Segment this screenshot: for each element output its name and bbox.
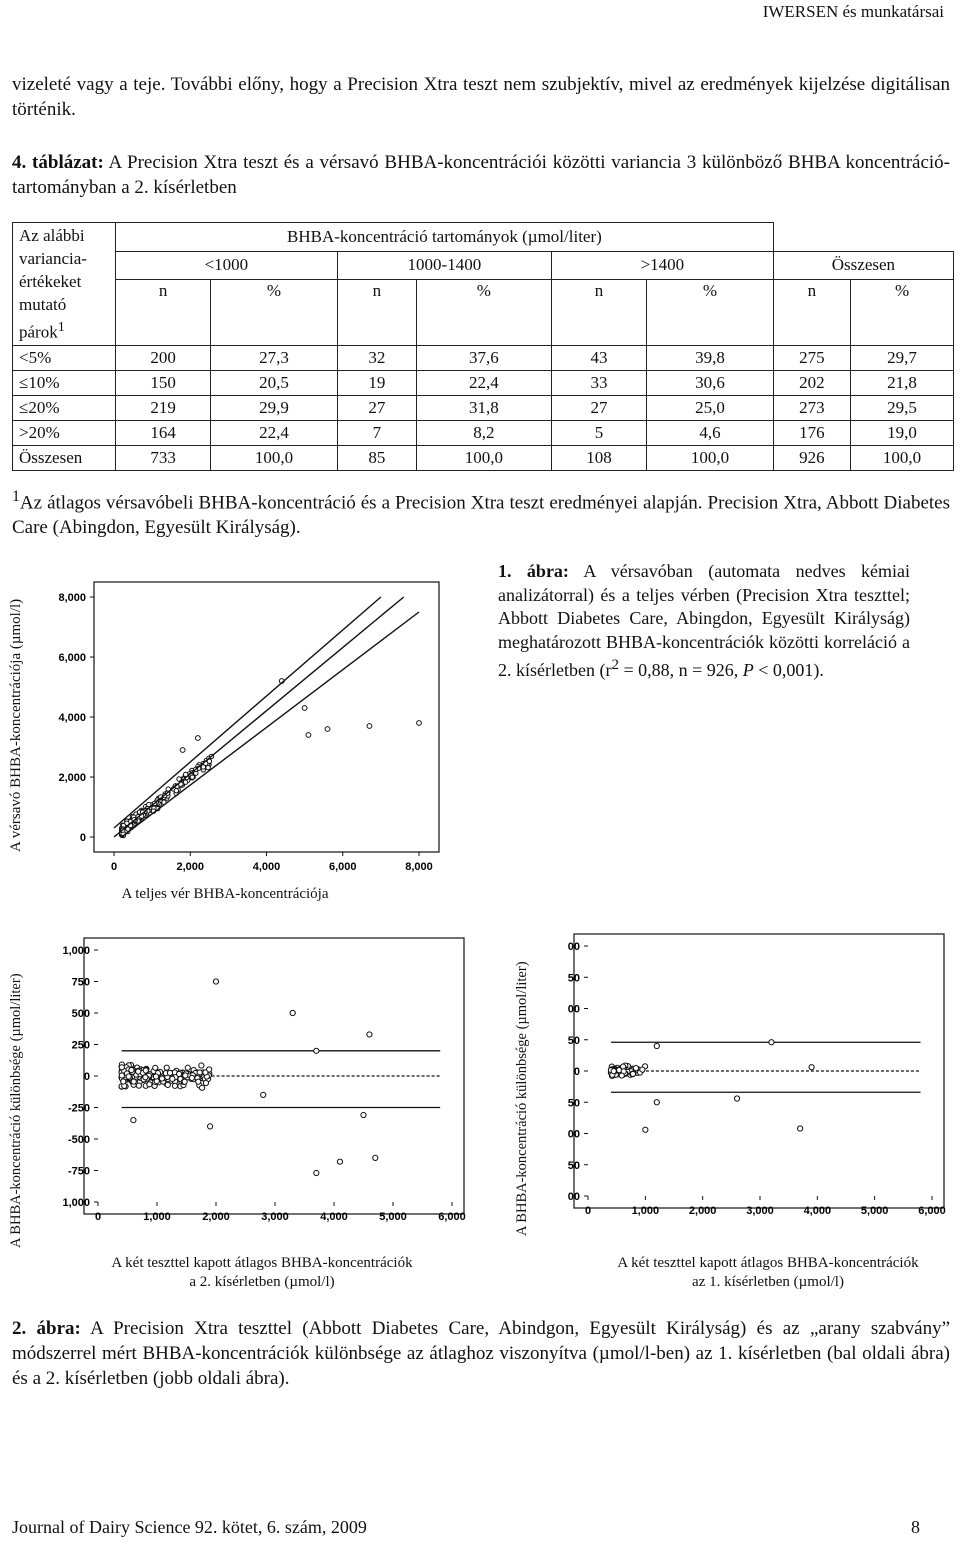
data-point [182, 1079, 187, 1084]
y-tick-label: 4,000 [58, 712, 86, 724]
data-point [153, 1074, 158, 1079]
x-tick-label: 3,000 [261, 1211, 289, 1223]
footer-journal: Journal of Dairy Science 92. kötet, 6. szám, 2009 [12, 1517, 367, 1537]
data-point [183, 780, 187, 784]
range-header: Összesen [773, 251, 953, 280]
x-tick-label: 0 [110, 861, 118, 873]
x-tick-label: 2,000 [176, 861, 205, 873]
table-cell: 27 [551, 395, 646, 420]
data-point [337, 1159, 342, 1164]
y-tick-label: 1,000 [62, 1197, 90, 1209]
table-cell: 29,9 [211, 395, 338, 420]
table-cell: 7 [337, 420, 416, 445]
fig2-right-xlabel [598, 1254, 938, 1292]
sub-header: % [211, 280, 338, 345]
data-point [183, 1073, 188, 1078]
table-cell: 22,4 [416, 370, 551, 395]
row-header-line: Az alábbi [19, 226, 85, 245]
table-row [13, 420, 954, 445]
data-point [417, 721, 422, 726]
table-cell: 19 [337, 370, 416, 395]
table-cell: 21,8 [851, 370, 954, 395]
fig2-caption-text: A Precision Xtra teszttel (Abbott Diabetes Care, Abindgon, Egyesült Királyság) és az „arany szabvány” módszerrel mért BHBA-koncentrációk különbsége az átlaghoz viszonyítva (µmol/l-ben) az 1. kísérletben (bal oldali ábra) és a 2. kísérletben (jobb oldali ábra). [12, 1318, 951, 1389]
row-header-sup: 1 [57, 319, 65, 335]
fig2-caption-label: 2. ábra: [12, 1318, 81, 1339]
fig1-caption-label: 1. ábra: [498, 561, 569, 581]
fig2-right-scatter [530, 926, 950, 1236]
data-point [143, 1068, 148, 1073]
table-cell: 150 [116, 370, 211, 395]
x-tick-label: 5,000 [379, 1211, 407, 1223]
data-point [126, 1074, 131, 1079]
data-point [119, 1065, 124, 1070]
data-point [633, 1066, 638, 1071]
table-cell: 4,6 [647, 420, 774, 445]
sub-header: % [647, 280, 774, 345]
data-point [159, 1076, 164, 1081]
table-caption [12, 150, 950, 200]
fig1-caption [498, 560, 910, 683]
data-point [213, 979, 218, 984]
data-point [306, 733, 311, 738]
data-point [643, 1127, 648, 1132]
x-tick-label: 6,000 [918, 1205, 946, 1217]
y-tick-label: 500 [71, 1008, 90, 1020]
data-point [196, 1079, 201, 1084]
fig2-left-xlabel-line: a 2. kísérletben (µmol/l) [189, 1274, 335, 1290]
x-tick-label: 6,000 [438, 1211, 466, 1223]
data-point [206, 765, 210, 769]
sub-header: n [551, 280, 646, 345]
sub-header: n [116, 280, 211, 345]
y-tick-label: -500 [67, 1134, 90, 1146]
data-point [174, 788, 178, 792]
group-header: BHBA-koncentráció tartományok (µmol/liter) [116, 223, 774, 252]
data-point [203, 1070, 208, 1075]
table-row [13, 395, 954, 420]
y-tick-label: 250 [71, 1039, 90, 1052]
table-cell: 37,6 [416, 345, 551, 370]
x-tick-label: 8,000 [405, 861, 433, 873]
x-tick-label: 2,000 [202, 1211, 230, 1223]
data-point [203, 1080, 208, 1085]
table-cell: 30,6 [647, 370, 774, 395]
fig2-right-xlabel-line: az 1. kísérletben (µmol/l) [692, 1274, 844, 1290]
data-point [640, 1067, 645, 1072]
y-tick-label: 50 [567, 1034, 580, 1047]
range-header: 1000-1400 [337, 251, 551, 280]
y-tick-label: 00 [567, 1191, 580, 1203]
sub-header: % [851, 280, 954, 345]
y-tick-label: 00 [567, 1003, 580, 1016]
table-cell: 202 [773, 370, 850, 395]
data-point [177, 777, 181, 781]
footnote-sup: 1 [12, 488, 20, 505]
table-row [13, 370, 954, 395]
sub-header: % [416, 280, 551, 345]
data-point [373, 1155, 378, 1160]
fig2-right-xlabel-line: A két teszttel kapott átlagos BHBA-koncentrációk [617, 1255, 919, 1271]
data-point [195, 736, 200, 741]
y-tick-label: -250 [67, 1102, 90, 1115]
row-header-line: értékeket [19, 272, 82, 291]
regression-line [114, 597, 404, 837]
data-point [734, 1096, 739, 1101]
row-label: ≤10% [13, 370, 116, 395]
data-point [172, 1083, 177, 1088]
table-cell: 100,0 [211, 445, 338, 470]
row-header-cell [13, 223, 116, 346]
fig2-left-xlabel-line: A két teszttel kapott átlagos BHBA-koncentrációk [111, 1255, 413, 1271]
footer-page-number: 8 [911, 1517, 920, 1537]
data-point [314, 1170, 319, 1175]
data-point [131, 1118, 136, 1123]
x-tick-label: 0 [584, 1205, 592, 1217]
y-tick-label: 50 [567, 1097, 580, 1110]
data-point [189, 1075, 194, 1080]
fig1-caption-end: = 0,88, n = 926, [618, 660, 743, 680]
y-tick-label: 00 [567, 941, 580, 953]
y-tick-label: 1,000 [62, 945, 90, 957]
data-point [619, 1073, 624, 1078]
x-tick-label: 2,000 [688, 1205, 717, 1217]
data-point [136, 1069, 141, 1074]
table-cell: 19,0 [851, 420, 954, 445]
row-label: <5% [13, 345, 116, 370]
sub-header: n [337, 280, 416, 345]
row-label: Összesen [13, 445, 116, 470]
table-cell: 43 [551, 345, 646, 370]
table-cell: 273 [773, 395, 850, 420]
y-tick-label: 00 [567, 1128, 580, 1141]
table-cell: 108 [551, 445, 646, 470]
data-point [290, 1010, 295, 1015]
footnote-text: Az átlagos vérsavóbeli BHBA-koncentráció és a Precision Xtra teszt eredményei alapján. Precision Xtra, Abbott Diabetes Care (Abingdon, Egyesült Királyság). [12, 492, 950, 539]
data-point [170, 1076, 175, 1081]
row-label: >20% [13, 420, 116, 445]
intro-paragraph: vizeleté vagy a teje. További előny, hogy a Precision Xtra teszt nem szubjektív, mivel az eredmények kijelzése digitálisan történik. [12, 74, 950, 120]
table-cell: 39,8 [647, 345, 774, 370]
table-cell: 100,0 [647, 445, 774, 470]
data-point [654, 1100, 659, 1105]
x-tick-label: 4,000 [803, 1205, 832, 1217]
x-tick-label: 5,000 [860, 1205, 889, 1217]
fig1-caption-text: A vérsavóban (automata nedves kémiai analizátorral) és a teljes vérben (Precision Xtra teszttel; Abbott Diabetes Care, Abingdon, Egyesült Királyság) meghatározott BHBA-koncentrációk közötti korreláció a 2. kísérletben (r [498, 561, 910, 680]
x-tick-label: 4,000 [320, 1211, 348, 1223]
table-cell: 176 [773, 420, 850, 445]
row-label: ≤20% [13, 395, 116, 420]
data-point [136, 1083, 141, 1088]
fig2-left-ylabel: A BHBA-koncentráció különbsége (µmol/liter) [8, 973, 24, 1248]
table-cell: 100,0 [851, 445, 954, 470]
data-point [199, 1063, 204, 1068]
data-point [654, 1043, 659, 1048]
data-point [199, 1085, 204, 1090]
fig1-caption-sup: 2 [611, 657, 619, 673]
table-cell: 27 [337, 395, 416, 420]
fig2-left-scatter [30, 930, 470, 1240]
empty-cell [773, 223, 953, 252]
fig1-caption-italic: P [742, 660, 754, 680]
data-point [208, 1124, 213, 1129]
data-point [147, 1082, 152, 1087]
data-point [185, 1065, 190, 1070]
data-point [167, 1070, 172, 1075]
sub-header: n [773, 280, 850, 345]
fig1-xlabel: A teljes vér BHBA-koncentrációja [121, 886, 329, 902]
table-cell: 29,5 [851, 395, 954, 420]
data-point [302, 706, 307, 711]
y-tick-label: 2,000 [58, 772, 86, 784]
regression-lower-line [122, 612, 419, 837]
range-header: >1400 [551, 251, 773, 280]
table-cell: 733 [116, 445, 211, 470]
table-cell: 33 [551, 370, 646, 395]
fig1-ylabel: A vérsavó BHBA-koncentrációja (µmol/l) [8, 598, 24, 852]
fig1-caption-end: < 0,001). [753, 660, 824, 680]
data-point [798, 1126, 803, 1131]
data-point [630, 1071, 635, 1076]
regression-upper-line [114, 597, 381, 828]
running-head: IWERSEN és munkatársai [762, 2, 944, 21]
table-cell: 22,4 [211, 420, 338, 445]
table-cell: 100,0 [416, 445, 551, 470]
table-cell: 5 [551, 420, 646, 445]
fig1-scatter [34, 574, 444, 874]
table-cell: 926 [773, 445, 850, 470]
row-header-line: párok [19, 322, 58, 342]
x-tick-label: 6,000 [328, 861, 357, 873]
data-point [367, 1032, 372, 1037]
data-point [165, 1082, 170, 1087]
table-cell: 219 [116, 395, 211, 420]
data-point [261, 1092, 266, 1097]
data-point [809, 1065, 814, 1070]
table-cell: 20,5 [211, 370, 338, 395]
data-point [361, 1112, 366, 1117]
data-point [164, 1065, 169, 1070]
y-tick-label: 6,000 [58, 652, 86, 664]
data-point [769, 1040, 774, 1045]
y-tick-label: 750 [71, 976, 90, 989]
data-point [611, 1069, 616, 1074]
table-row [13, 345, 954, 370]
table-footnote [12, 484, 950, 540]
data-point [314, 1048, 319, 1053]
data-point [325, 727, 330, 732]
data-point [367, 724, 372, 729]
table-cell: 275 [773, 345, 850, 370]
fig2-left-xlabel [92, 1254, 432, 1292]
y-tick-label: -750 [67, 1165, 90, 1178]
y-tick-label: 0 [83, 1071, 90, 1083]
x-tick-label: 1,000 [143, 1211, 171, 1223]
fig2-right-ylabel: A BHBA-koncentráció különbsége (µmol/liter) [514, 961, 530, 1236]
data-point [190, 775, 194, 779]
table-cell: 200 [116, 345, 211, 370]
x-tick-label: 0 [94, 1211, 102, 1223]
table-cell: 27,3 [211, 345, 338, 370]
data-point [153, 1065, 158, 1070]
data-point [119, 1073, 124, 1078]
row-header-line: mutató [19, 295, 67, 314]
data-point [129, 1067, 134, 1072]
table-cell: 164 [116, 420, 211, 445]
x-tick-label: 4,000 [252, 861, 281, 873]
table-cell: 85 [337, 445, 416, 470]
y-tick-label: 50 [567, 1159, 580, 1172]
x-tick-label: 3,000 [746, 1205, 774, 1217]
y-tick-label: 50 [567, 972, 580, 985]
data-point [180, 748, 185, 753]
y-tick-label: 0 [573, 1066, 580, 1078]
y-tick-label: 8,000 [58, 592, 86, 604]
y-tick-label: 0 [79, 832, 86, 844]
variance-table [12, 222, 954, 471]
fig2-caption [12, 1316, 950, 1391]
table-row [13, 445, 954, 470]
table-caption-text: A Precision Xtra teszt és a vérsavó BHBA-koncentrációi közötti variancia 3 különböző BHBA koncentráció-tartományban a 2. kísérletben [12, 152, 950, 198]
range-header: <1000 [116, 251, 338, 280]
table-cell: 29,7 [851, 345, 954, 370]
table-caption-label: 4. táblázat: [12, 152, 104, 173]
row-header-line: variancia- [19, 249, 87, 268]
table-cell: 8,2 [416, 420, 551, 445]
table-cell: 31,8 [416, 395, 551, 420]
data-point [131, 1079, 136, 1084]
x-tick-label: 1,000 [631, 1205, 660, 1217]
data-point [143, 1075, 148, 1080]
table-cell: 32 [337, 345, 416, 370]
table-cell: 25,0 [647, 395, 774, 420]
